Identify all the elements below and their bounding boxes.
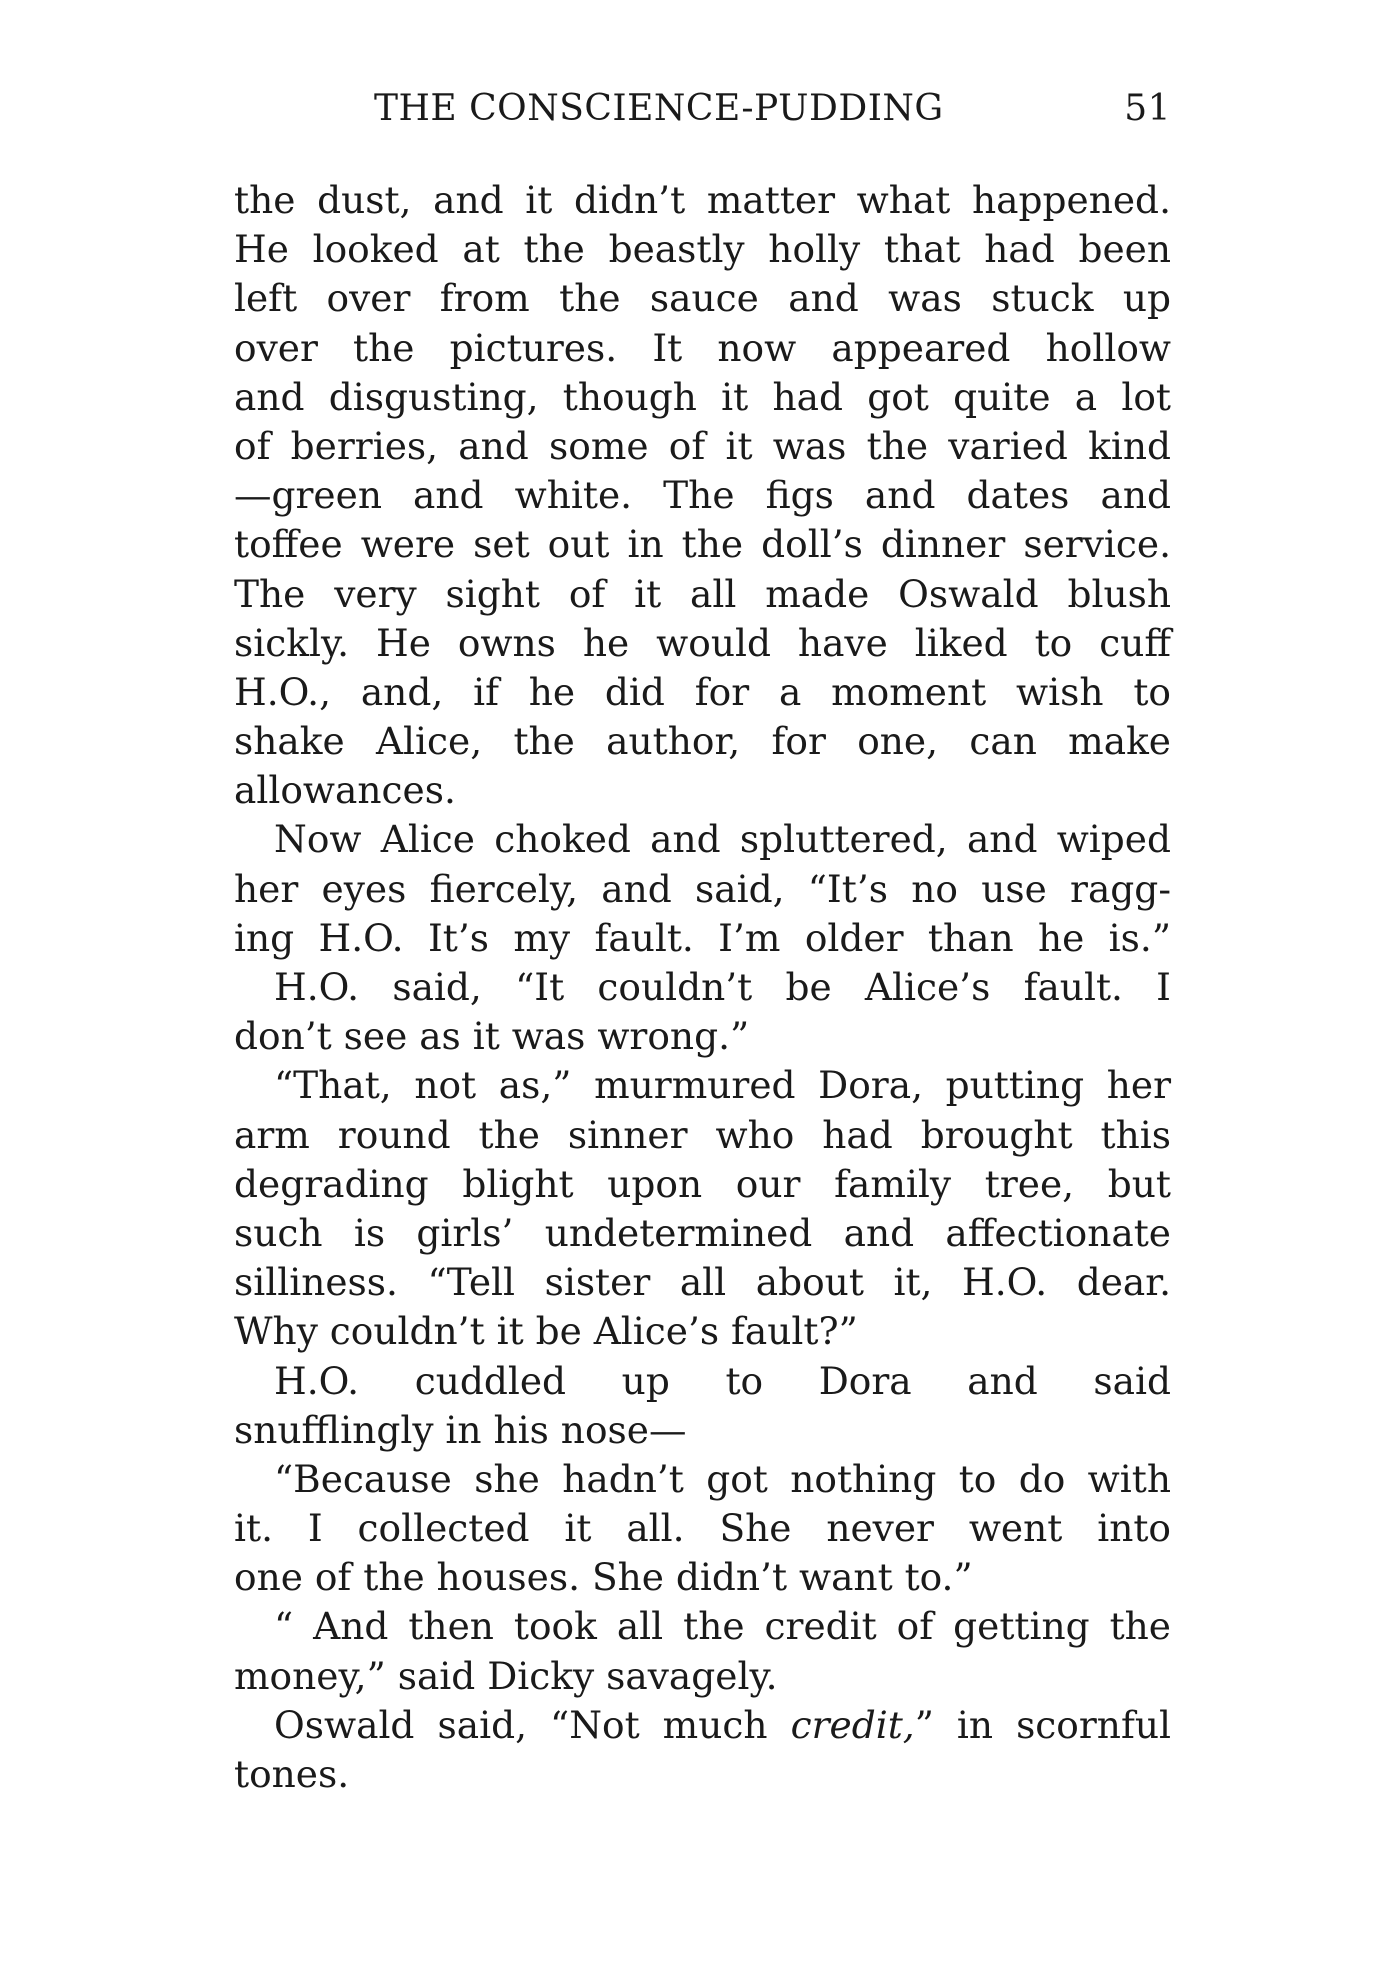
text-line: of berries, and some of it was the varied kind bbox=[234, 423, 1171, 468]
text-line: degrading blight upon our family tree, but bbox=[234, 1161, 1171, 1206]
text-line: sickly. He owns he would have liked to cuff bbox=[234, 620, 1171, 665]
text-line bbox=[234, 1701, 1171, 1750]
text-line: “ And then took all the credit of getting the bbox=[274, 1604, 1171, 1649]
text-line: such is girls’ undetermined and affectionate bbox=[234, 1210, 1171, 1255]
text-line: left over from the sauce and was stuck up bbox=[234, 276, 1171, 321]
text-line: He looked at the beastly holly that had been bbox=[234, 227, 1171, 272]
text-line: tones. bbox=[234, 1752, 350, 1796]
text-line: Why couldn’t it be Alice’s fault?” bbox=[234, 1309, 858, 1354]
running-head bbox=[236, 88, 1171, 138]
text-line: “That, not as,” murmured Dora, putting her bbox=[274, 1063, 1171, 1108]
text-fragment: Oswald said, “Not much bbox=[274, 1702, 791, 1747]
text-line: Now Alice choked and spluttered, and wiped bbox=[274, 817, 1171, 862]
text-line: H.O. said, “It couldn’t be Alice’s fault. I bbox=[274, 965, 1171, 1009]
text-line: shake Alice, the author, for one, can make bbox=[234, 719, 1171, 764]
text-line: The very sight of it all made Oswald blush bbox=[234, 571, 1171, 616]
text-line: ing H.O. It’s my fault. I’m older than he is.” bbox=[234, 915, 1171, 960]
text-line: her eyes fiercely, and said, “It’s no use ragg- bbox=[234, 866, 1171, 911]
text-line: arm round the sinner who had brought this bbox=[234, 1112, 1171, 1157]
chapter-title: THE CONSCIENCE-PUDDING bbox=[374, 88, 944, 129]
text-line: money,” said Dicky savagely. bbox=[234, 1653, 778, 1698]
text-fragment: ” in scornful bbox=[914, 1702, 1171, 1747]
text-line: one of the houses. She didn’t want to.” bbox=[234, 1555, 973, 1600]
italic-word: credit, bbox=[790, 1702, 915, 1747]
text-line: don’t see as it was wrong.” bbox=[234, 1014, 750, 1059]
text-line: H.O. cuddled up to Dora and said bbox=[274, 1358, 1171, 1403]
text-line: over the pictures. It now appeared hollow bbox=[234, 325, 1171, 370]
text-line: toffee were set out in the doll’s dinner service. bbox=[234, 522, 1171, 567]
text-line: snufflingly in his nose— bbox=[234, 1407, 687, 1452]
text-line: —green and white. The figs and dates and bbox=[234, 473, 1171, 518]
text-line: “Because she hadn’t got nothing to do with bbox=[274, 1456, 1171, 1501]
text-line: and disgusting, though it had got quite a lot bbox=[234, 374, 1171, 419]
text-line: allowances. bbox=[234, 768, 456, 813]
body-text bbox=[234, 176, 1171, 1799]
text-line: the dust, and it didn’t matter what happened. bbox=[234, 178, 1171, 222]
text-line: it. I collected it all. She never went into bbox=[234, 1506, 1171, 1551]
page-number: 51 bbox=[1124, 88, 1171, 129]
text-line: silliness. “Tell sister all about it, H.O. dear. bbox=[234, 1260, 1171, 1305]
text-line: H.O., and, if he did for a moment wish to bbox=[234, 669, 1171, 714]
